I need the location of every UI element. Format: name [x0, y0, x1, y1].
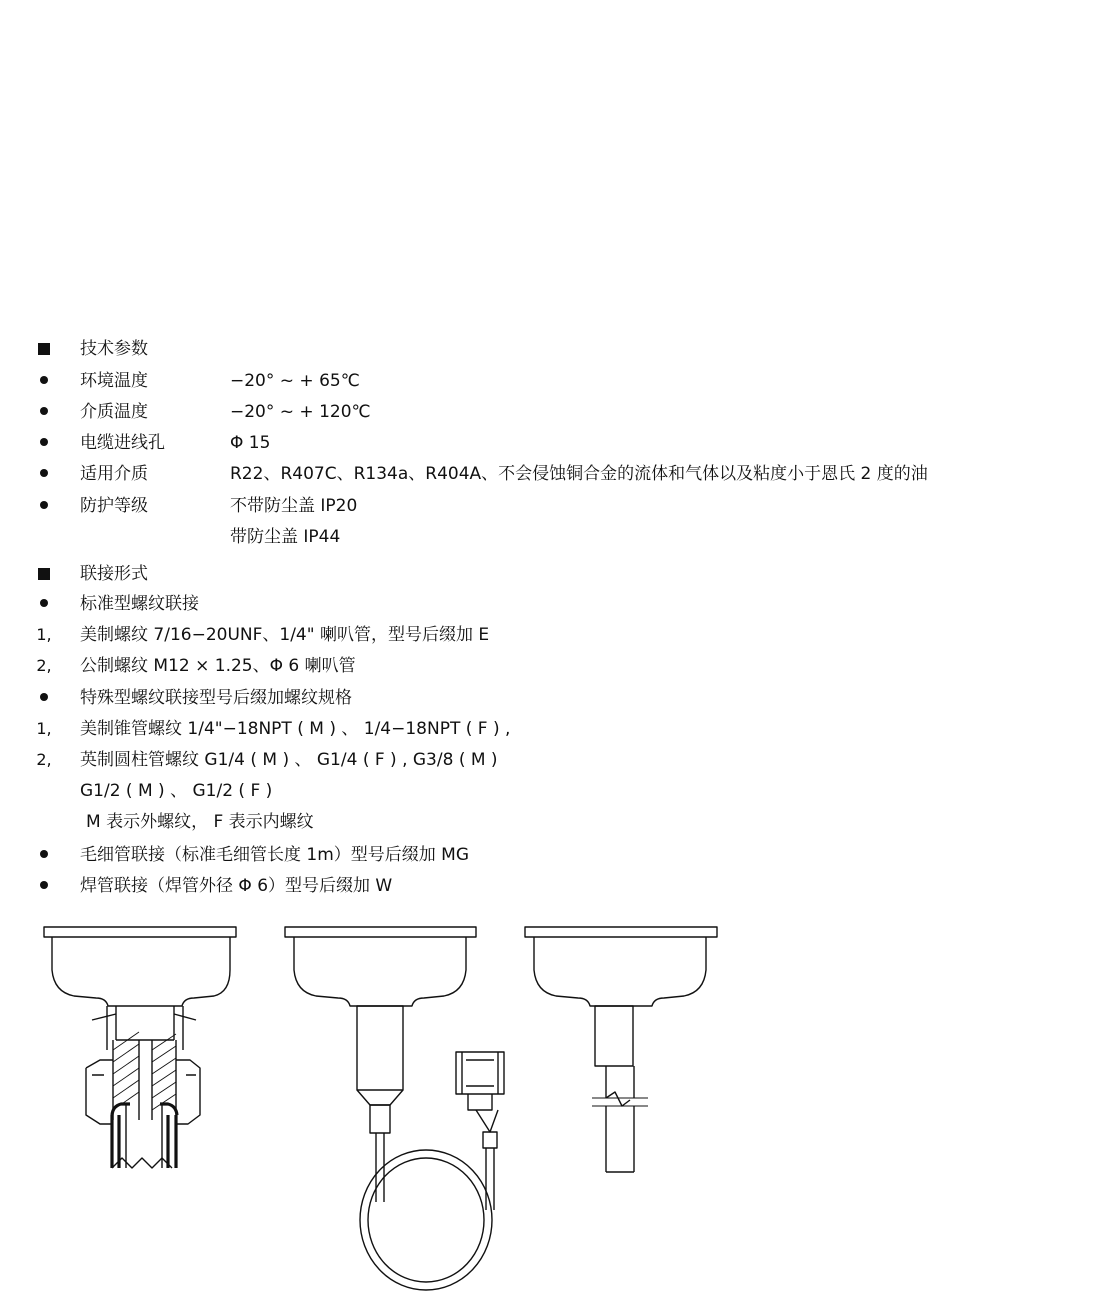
param-value: −20° ~ + 65℃	[230, 371, 360, 391]
param-value: −20° ~ + 120℃	[230, 402, 371, 422]
round-bullet-icon	[34, 461, 54, 487]
item-text: 公制螺纹 M12 × 1.25、Φ 6 喇叭管	[80, 656, 356, 676]
round-bullet-icon	[34, 685, 54, 711]
round-bullet-icon	[34, 873, 54, 899]
param-label: 介质温度	[80, 402, 148, 422]
connection-drawings	[0, 910, 1100, 1300]
standard-thread-heading: 标准型螺纹联接	[80, 594, 199, 614]
param-value: 不带防尘盖 IP20	[230, 496, 358, 516]
item-text: 美制锥管螺纹 1/4"−18NPT ( M ) 、 1/4−18NPT ( F ) ,	[80, 719, 511, 739]
item-number: 1,	[36, 625, 52, 644]
item-note-text: M 表示外螺纹， F 表示内螺纹	[86, 812, 314, 832]
capillary-connection-text: 毛细管联接（标准毛细管长度 1m）型号后缀加 MG	[80, 845, 470, 865]
connection-section-heading: 联接形式	[80, 564, 148, 584]
param-value: Φ 15	[230, 433, 271, 453]
weld-connection-text: 焊管联接（焊管外径 Φ 6）型号后缀加 W	[80, 876, 393, 896]
item-text: G1/2 ( M ) 、 G1/2 ( F )	[80, 781, 273, 801]
threaded-connection-drawing	[44, 927, 236, 1168]
param-label: 适用介质	[80, 464, 148, 484]
item-text: 英制圆柱管螺纹 G1/4 ( M ) 、 G1/4 ( F ) , G3/8 ( M )	[80, 750, 498, 770]
capillary-connection-drawing	[285, 927, 504, 1290]
tech-section-heading: 技术参数	[80, 339, 148, 359]
round-bullet-icon	[34, 399, 54, 425]
item-text: 美制螺纹 7/16−20UNF、1/4" 喇叭管，型号后缀加 E	[80, 625, 490, 645]
round-bullet-icon	[34, 493, 54, 519]
param-value-extra: 带防尘盖 IP44	[230, 527, 341, 547]
param-label: 电缆进线孔	[80, 433, 165, 453]
round-bullet-icon	[34, 842, 54, 868]
round-bullet-icon	[34, 368, 54, 394]
special-thread-heading: 特殊型螺纹联接型号后缀加螺纹规格	[80, 688, 352, 708]
square-bullet-icon	[34, 336, 54, 362]
item-number: 2,	[36, 750, 52, 769]
welded-tube-connection-drawing	[525, 927, 717, 1172]
item-number: 1,	[36, 719, 52, 738]
param-value: R22、R407C、R134a、R404A、不会侵蚀铜合金的流体和气体以及粘度小于恩氏 2 度的油	[230, 464, 928, 484]
param-label: 环境温度	[80, 371, 148, 391]
param-label: 防护等级	[80, 496, 148, 516]
item-number: 2,	[36, 656, 52, 675]
round-bullet-icon	[34, 430, 54, 456]
square-bullet-icon	[34, 561, 54, 587]
round-bullet-icon	[34, 591, 54, 617]
